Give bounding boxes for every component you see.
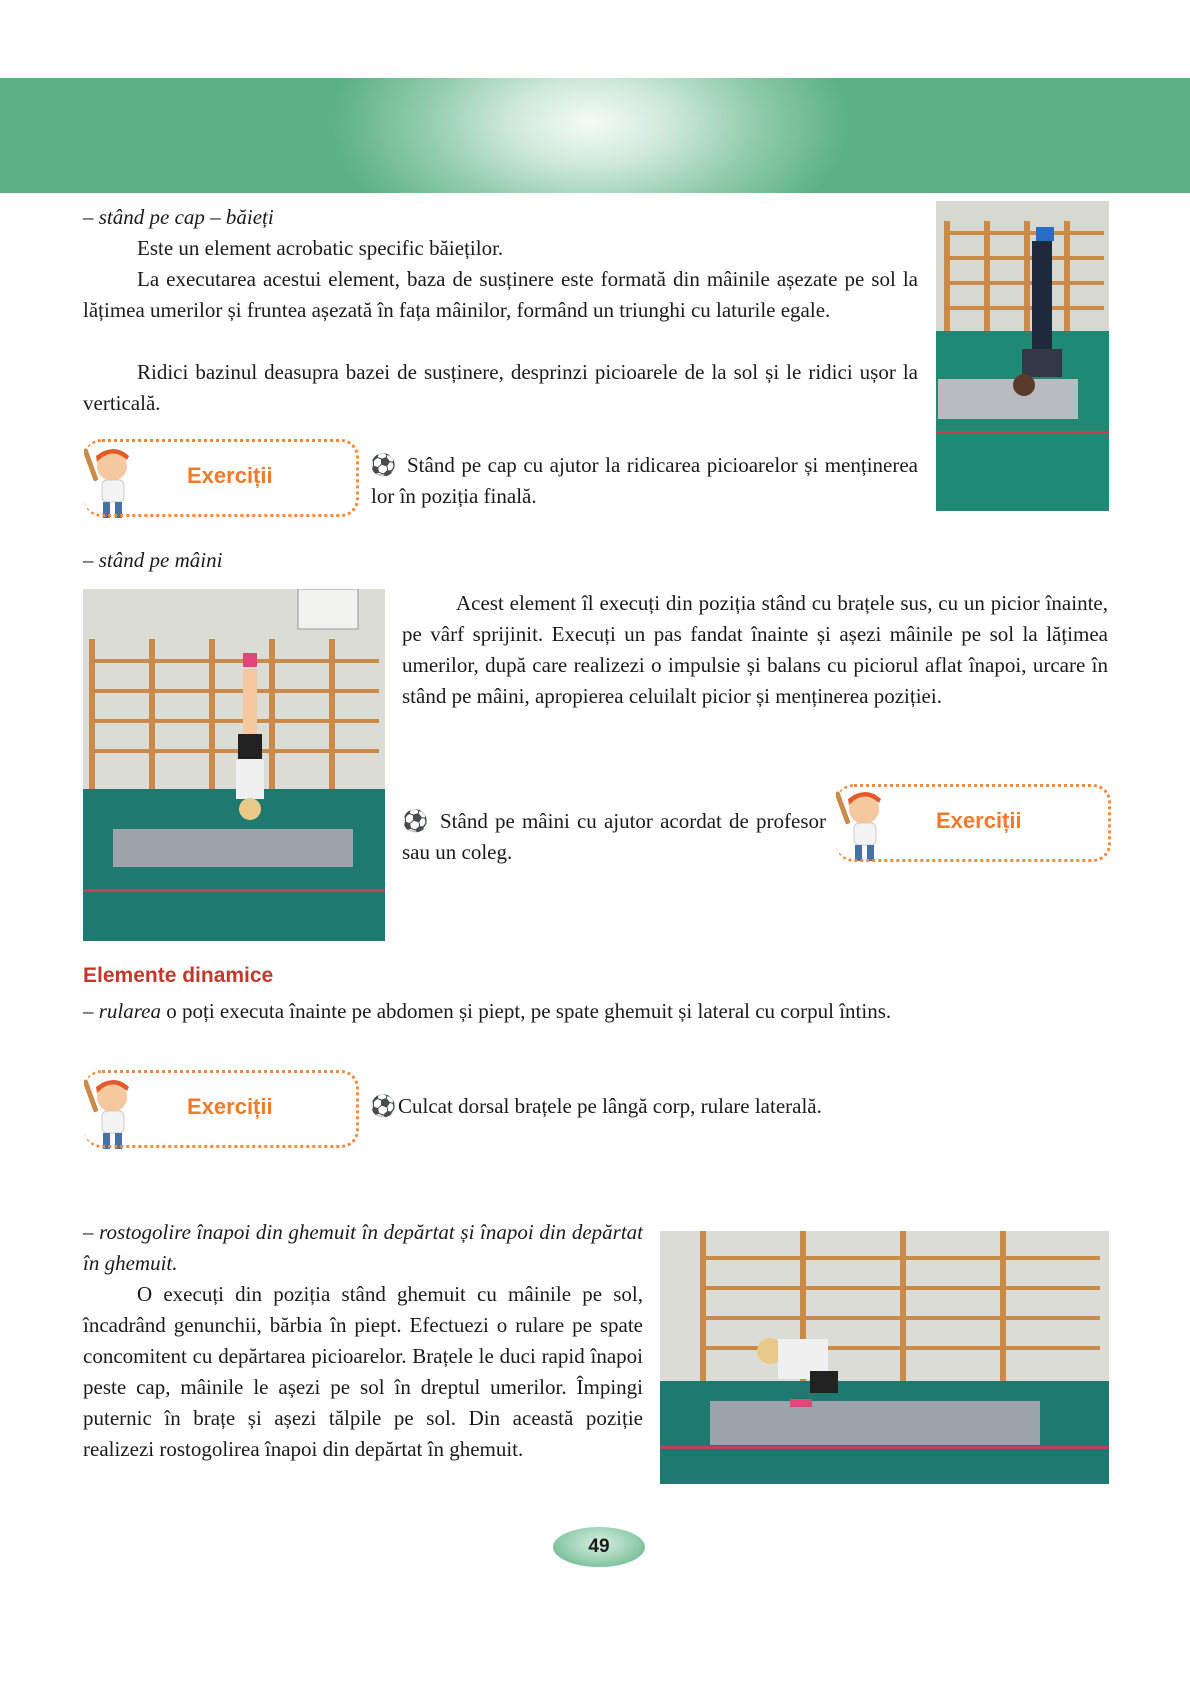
soccer-ball-icon: ⚽: [370, 1094, 397, 1118]
rolling-text: – rularea o poți executa înainte pe abdomen și piept, pe spate ghemuit și lateral cu corpul întins.: [83, 999, 892, 1023]
backroll-title: – rostogolire înapoi din ghemuit în depărtat și înapoi din depărtat în ghemuit.: [83, 1220, 643, 1275]
headstand-title: – stând pe cap – băieți: [83, 205, 274, 229]
page-number: 49: [553, 1527, 645, 1567]
headstand-p1: Este un element acrobatic specific băieților.: [137, 236, 504, 260]
handstand-exercise: Stând pe mâini cu ajutor acordat de profesor sau un coleg.: [402, 809, 826, 864]
backroll-p1: O execuți din poziția stând ghemuit cu mâinile pe sol, încadrând genunchii, bărbia în piept. Efectuezi o rulare pe spate concomitent cu depărtarea picioarelor. Brațele le duci rapid înapoi peste cap, mâinile le așezi pe sol în dreptul umerilor. Împingi puternic în brațe și așezi tălpile pe sol. Din această poziție realizezi rostogolirea înapoi din depărtat în ghemuit.: [83, 1282, 643, 1461]
section-heading: Elemente dinamice: [83, 964, 274, 987]
handstand-title: – stând pe mâini: [83, 548, 223, 572]
headstand-photo: [936, 201, 1109, 511]
headstand-p3: Ridici bazinul deasupra bazei de susținere, desprinzi picioarele de la sol și le ridici ușor la verticală.: [83, 360, 918, 415]
exercise-label: Exerciții: [187, 1094, 273, 1119]
exercise-label: Exerciții: [187, 463, 273, 488]
exercise-label: Exerciții: [936, 808, 1022, 833]
rolling-term: rularea: [98, 999, 161, 1023]
headstand-p2: La executarea acestui element, baza de susținere este formată din mâinile așezate pe sol la lățimea umerilor și fruntea așezată în fața mâinilor, formând un triunghi cu laturile egale.: [83, 267, 918, 322]
backroll-photo: [660, 1231, 1109, 1484]
handstand-p1: Acest element îl execuți din poziția stând cu brațele sus, cu un picior înainte, pe vârf sprijinit. Execuți un pas fandat înainte și așezi mâinile pe sol la lățimea umerilor, după care realizezi o impulsie și balans cu piciorul aflat înapoi, urcare în stând pe mâini, apropierea celuilalt picior și menținerea poziției.: [402, 591, 1108, 708]
rolling-desc: o poți executa înainte pe abdomen și piept, pe spate ghemuit și lateral cu corpul întins.: [166, 999, 892, 1023]
dynamic-exercise: Culcat dorsal brațele pe lângă corp, rulare laterală.: [398, 1094, 822, 1118]
soccer-ball-icon: ⚽: [402, 809, 429, 833]
headstand-exercise: Stând pe cap cu ajutor la ridicarea picioarelor și menținerea lor în poziția finală.: [371, 453, 918, 508]
handstand-photo: [83, 589, 385, 941]
header-banner: [0, 78, 1190, 193]
soccer-ball-icon: ⚽: [370, 453, 397, 477]
